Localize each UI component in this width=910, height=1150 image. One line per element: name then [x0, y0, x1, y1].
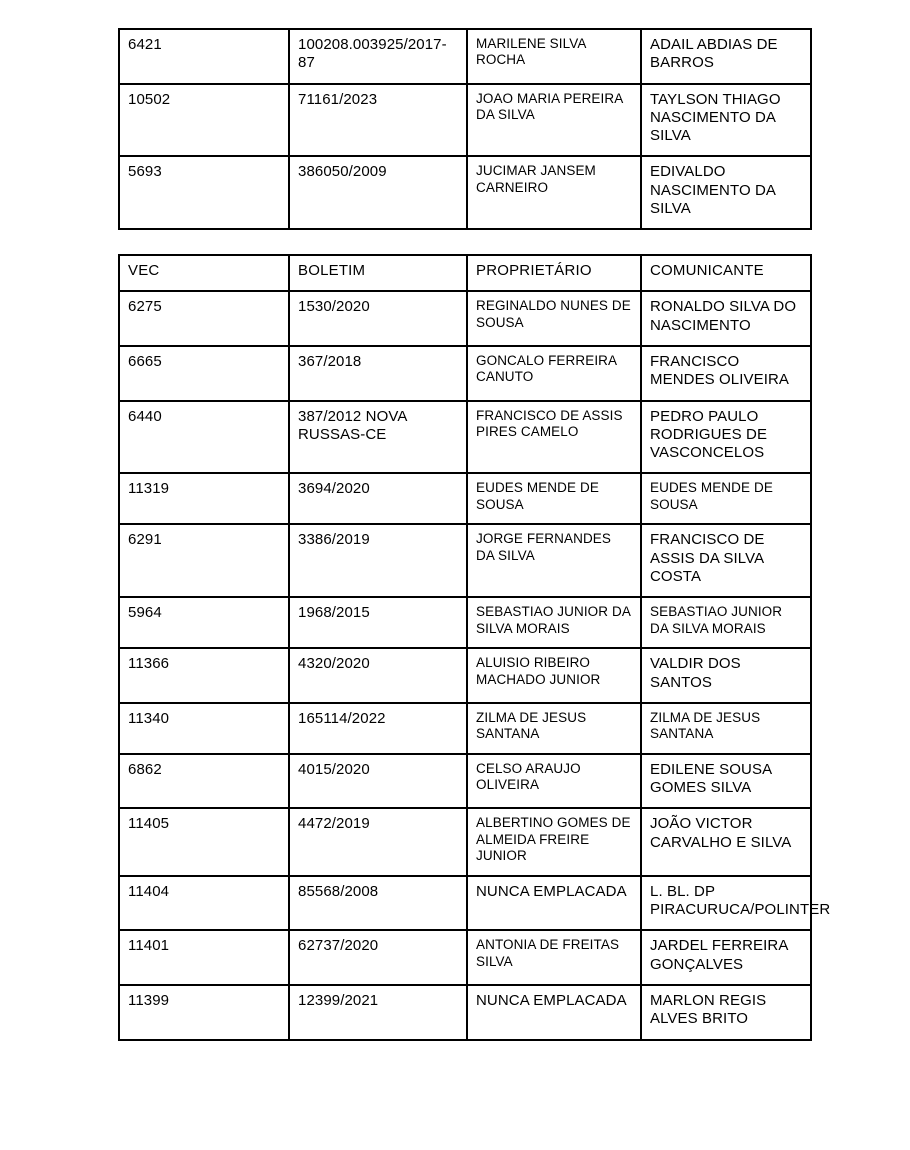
cell-proprietario: EUDES MENDE DE SOUSA — [467, 473, 641, 524]
cell-proprietario: CELSO ARAUJO OLIVEIRA — [467, 754, 641, 809]
cell-boletim: 1530/2020 — [289, 291, 467, 346]
cell-comunicante: EDIVALDO NASCIMENTO DA SILVA — [641, 156, 811, 229]
cell-comunicante: EDILENE SOUSA GOMES SILVA — [641, 754, 811, 809]
cell-comunicante: L. BL. DP PIRACURUCA/POLINTER — [641, 876, 811, 931]
cell-boletim: 4015/2020 — [289, 754, 467, 809]
cell-vec: 6291 — [119, 524, 289, 597]
cell-boletim: 387/2012 NOVA RUSSAS-CE — [289, 401, 467, 474]
cell-proprietario: ALBERTINO GOMES DE ALMEIDA FREIRE JUNIOR — [467, 808, 641, 875]
cell-vec: 5964 — [119, 597, 289, 648]
table-row — [119, 473, 811, 524]
cell-boletim: 12399/2021 — [289, 985, 467, 1040]
cell-vec: 11319 — [119, 473, 289, 524]
cell-comunicante: SEBASTIAO JUNIOR DA SILVA MORAIS — [641, 597, 811, 648]
cell-boletim: 1968/2015 — [289, 597, 467, 648]
table-top-continuation — [118, 28, 812, 230]
table-row — [119, 346, 811, 401]
table-header — [119, 255, 811, 291]
cell-boletim: 4472/2019 — [289, 808, 467, 875]
cell-comunicante: JOÃO VICTOR CARVALHO E SILVA — [641, 808, 811, 875]
table-row — [119, 84, 811, 157]
table-separator — [118, 230, 810, 254]
table-row — [119, 401, 811, 474]
column-header-proprietario: PROPRIETÁRIO — [467, 255, 641, 291]
cell-comunicante: ZILMA DE JESUS SANTANA — [641, 703, 811, 754]
table-row — [119, 876, 811, 931]
cell-proprietario: FRANCISCO DE ASSIS PIRES CAMELO — [467, 401, 641, 474]
cell-proprietario: JOAO MARIA PEREIRA DA SILVA — [467, 84, 641, 157]
cell-comunicante: PEDRO PAULO RODRIGUES DE VASCONCELOS — [641, 401, 811, 474]
column-header-comunicante: COMUNICANTE — [641, 255, 811, 291]
cell-vec: 5693 — [119, 156, 289, 229]
cell-comunicante: FRANCISCO MENDES OLIVEIRA — [641, 346, 811, 401]
cell-proprietario: ALUISIO RIBEIRO MACHADO JUNIOR — [467, 648, 641, 703]
cell-proprietario: NUNCA EMPLACADA — [467, 876, 641, 931]
table-row — [119, 754, 811, 809]
cell-boletim: 4320/2020 — [289, 648, 467, 703]
table-main — [118, 254, 831, 1040]
cell-boletim: 62737/2020 — [289, 930, 467, 985]
cell-vec: 6275 — [119, 291, 289, 346]
table-header-row — [119, 255, 811, 291]
table-row — [119, 703, 811, 754]
cell-proprietario: GONCALO FERREIRA CANUTO — [467, 346, 641, 401]
cell-proprietario: JUCIMAR JANSEM CARNEIRO — [467, 156, 641, 229]
cell-vec: 11340 — [119, 703, 289, 754]
table-row — [119, 648, 811, 703]
cell-proprietario: SEBASTIAO JUNIOR DA SILVA MORAIS — [467, 597, 641, 648]
table-row — [119, 156, 811, 229]
cell-boletim: 85568/2008 — [289, 876, 467, 931]
cell-boletim: 3386/2019 — [289, 524, 467, 597]
cell-comunicante: FRANCISCO DE ASSIS DA SILVA COSTA — [641, 524, 811, 597]
cell-comunicante: RONALDO SILVA DO NASCIMENTO — [641, 291, 811, 346]
cell-proprietario: ANTONIA DE FREITAS SILVA — [467, 930, 641, 985]
cell-comunicante: EUDES MENDE DE SOUSA — [641, 473, 811, 524]
cell-vec: 11401 — [119, 930, 289, 985]
table-body — [119, 291, 831, 1039]
table-row — [119, 291, 811, 346]
cell-vec: 11366 — [119, 648, 289, 703]
cell-boletim: 367/2018 — [289, 346, 467, 401]
table-row — [119, 597, 811, 648]
cell-vec: 6665 — [119, 346, 289, 401]
cell-vec: 11404 — [119, 876, 289, 931]
cell-boletim: 386050/2009 — [289, 156, 467, 229]
cell-boletim: 71161/2023 — [289, 84, 467, 157]
cell-boletim: 100208.003925/2017-87 — [289, 29, 467, 84]
table-row — [119, 29, 811, 84]
cell-vec: 10502 — [119, 84, 289, 157]
cell-comunicante: ADAIL ABDIAS DE BARROS — [641, 29, 811, 84]
cell-vec: 11399 — [119, 985, 289, 1040]
cell-comunicante: MARLON REGIS ALVES BRITO — [641, 985, 811, 1040]
column-header-boletim: BOLETIM — [289, 255, 467, 291]
table-row — [119, 808, 811, 875]
cell-comunicante: JARDEL FERREIRA GONÇALVES — [641, 930, 811, 985]
table-row — [119, 524, 811, 597]
cell-boletim: 3694/2020 — [289, 473, 467, 524]
cell-boletim: 165114/2022 — [289, 703, 467, 754]
cell-vec: 6862 — [119, 754, 289, 809]
cell-comunicante: TAYLSON THIAGO NASCIMENTO DA SILVA — [641, 84, 811, 157]
cell-proprietario: REGINALDO NUNES DE SOUSA — [467, 291, 641, 346]
table-row — [119, 985, 811, 1040]
cell-vec: 11405 — [119, 808, 289, 875]
cell-vec: 6440 — [119, 401, 289, 474]
cell-proprietario: ZILMA DE JESUS SANTANA — [467, 703, 641, 754]
cell-comunicante: VALDIR DOS SANTOS — [641, 648, 811, 703]
column-header-vec: VEC — [119, 255, 289, 291]
cell-proprietario: MARILENE SILVA ROCHA — [467, 29, 641, 84]
cell-vec: 6421 — [119, 29, 289, 84]
table-row — [119, 930, 811, 985]
table-body — [119, 29, 811, 229]
cell-proprietario: NUNCA EMPLACADA — [467, 985, 641, 1040]
cell-proprietario: JORGE FERNANDES DA SILVA — [467, 524, 641, 597]
